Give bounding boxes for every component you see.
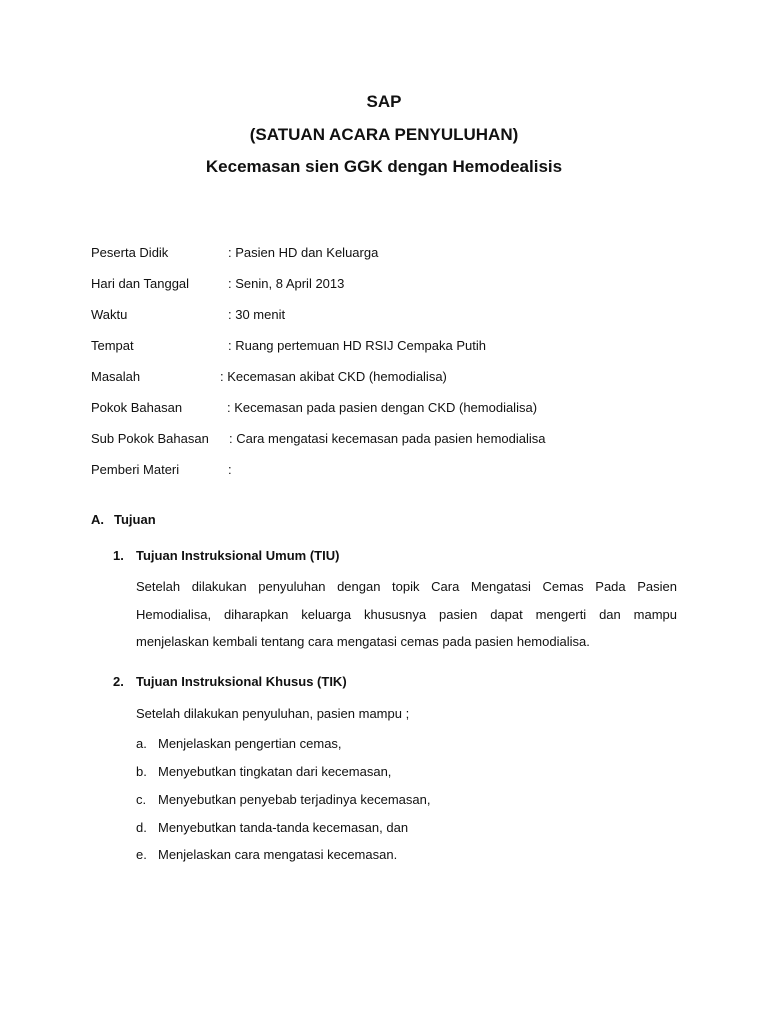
info-value: : Kecemasan pada pasien dengan CKD (hemodialisa) <box>227 400 538 415</box>
list-item <box>136 763 391 781</box>
info-value: : 30 menit <box>228 307 286 322</box>
list-item <box>136 735 342 753</box>
info-value: : Pasien HD dan Keluarga <box>228 245 379 260</box>
tiu-paragraph: Setelah dilakukan penyuluhan dengan topik Cara Mengatasi Cemas Pada Pasien Hemodialisa, diharapkan keluarga khususnya pasien dapat mengerti dan mampu menjelaskan kembali tentang cara mengatasi cemas pada pasien hemodialisa. <box>136 579 677 649</box>
document-title: SAP <box>366 92 402 111</box>
info-value: : Kecemasan akibat CKD (hemodialisa) <box>220 369 447 384</box>
document-topic: Kecemasan sien GGK dengan Hemodealisis <box>205 157 563 176</box>
info-value: : <box>228 462 232 477</box>
list-marker: c. <box>136 792 147 807</box>
info-label: Hari dan Tanggal <box>91 276 190 291</box>
info-label: Pemberi Materi <box>91 462 180 477</box>
subsection-heading-tik <box>113 673 347 691</box>
list-item-text: Menjelaskan cara mengatasi kecemasan. <box>158 847 398 862</box>
list-item-text: Menyebutkan tanda-tanda kecemasan, dan <box>158 820 409 835</box>
list-marker: a. <box>136 736 147 751</box>
list-item <box>136 819 408 837</box>
info-value: : Ruang pertemuan HD RSIJ Cempaka Putih <box>228 338 486 353</box>
list-marker: d. <box>136 820 147 835</box>
info-value: : Cara mengatasi kecemasan pada pasien hemodialisa <box>229 431 546 446</box>
tik-intro: Setelah dilakukan penyuluhan, pasien mampu ; <box>136 706 410 721</box>
subsection-marker: 1. <box>113 548 124 563</box>
list-marker: b. <box>136 764 147 779</box>
info-label: Masalah <box>91 369 141 384</box>
list-item <box>136 846 397 864</box>
list-item <box>136 791 430 809</box>
list-item-text: Menyebutkan penyebab terjadinya kecemasan, <box>158 792 431 807</box>
document-subtitle: (SATUAN ACARA PENYULUHAN) <box>249 125 519 144</box>
subsection-title: Tujuan Instruksional Khusus (TIK) <box>136 674 347 689</box>
info-label: Peserta Didik <box>91 245 169 260</box>
list-item-text: Menjelaskan pengertian cemas, <box>158 736 342 751</box>
info-value: : Senin, 8 April 2013 <box>228 276 345 291</box>
subsection-heading-tiu <box>113 547 339 565</box>
section-title: Tujuan <box>114 512 156 527</box>
list-marker: e. <box>136 847 147 862</box>
info-label: Pokok Bahasan <box>91 400 183 415</box>
subsection-marker: 2. <box>113 674 124 689</box>
info-label: Sub Pokok Bahasan <box>91 431 209 446</box>
subsection-title: Tujuan Instruksional Umum (TIU) <box>136 548 340 563</box>
info-label: Waktu <box>91 307 128 322</box>
section-marker: A. <box>91 512 104 527</box>
info-label: Tempat <box>91 338 134 353</box>
list-item-text: Menyebutkan tingkatan dari kecemasan, <box>158 764 392 779</box>
section-heading-tujuan <box>91 511 156 529</box>
